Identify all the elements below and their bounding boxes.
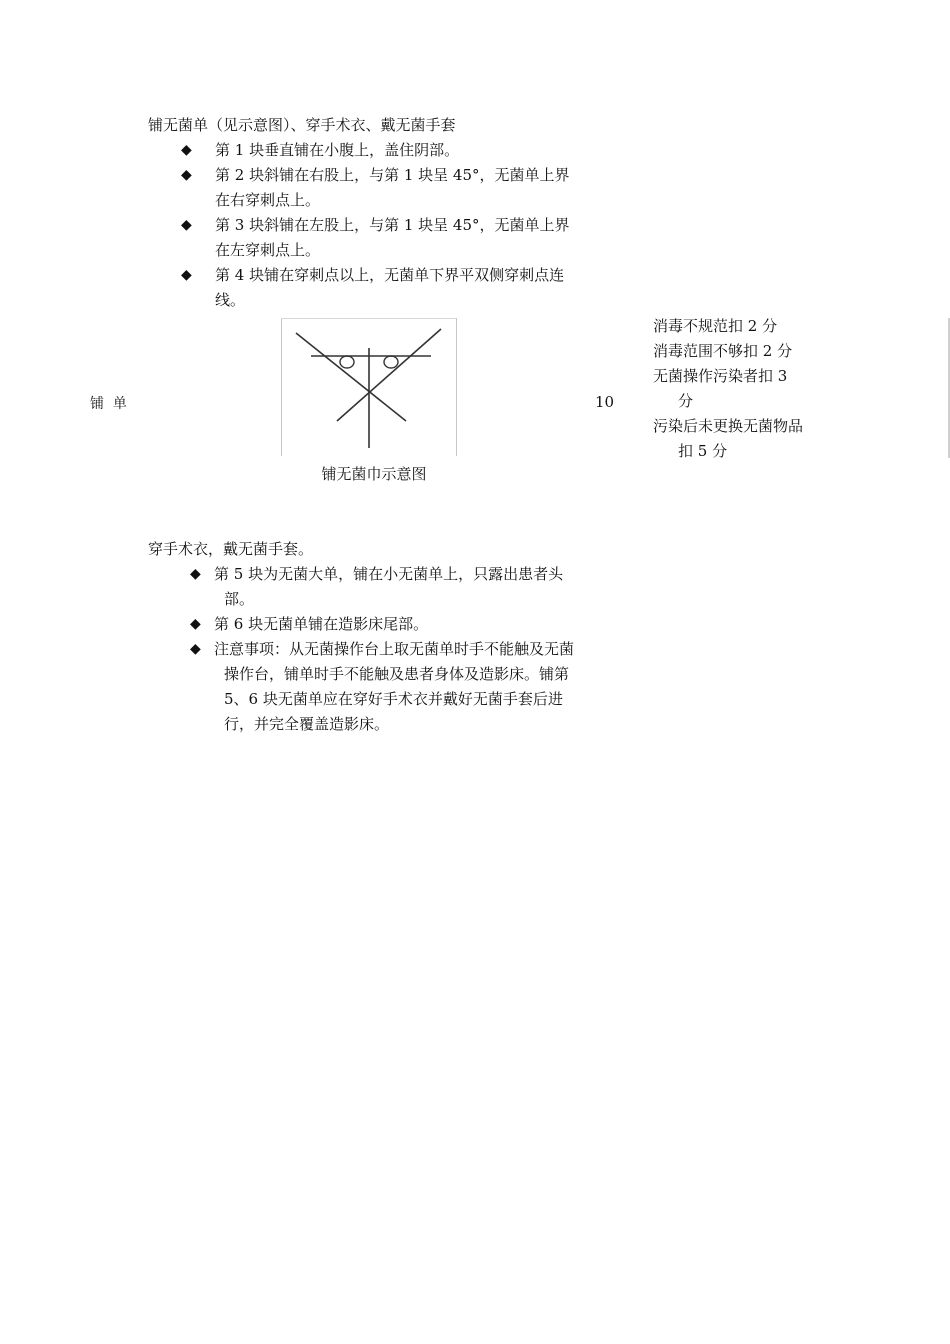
diamond-bullet-icon: ◆: [181, 267, 192, 283]
bullet-text: 第 6 块无菌单铺在造影床尾部。: [214, 615, 429, 633]
list-item: [181, 213, 581, 263]
section2-bullet-list: [190, 562, 586, 737]
section1-heading: 铺无菌单（见示意图）、穿手术衣、戴无菌手套: [148, 116, 456, 134]
list-item: [190, 612, 586, 637]
diamond-bullet-icon: ◆: [190, 641, 201, 657]
deduction-list: [653, 314, 805, 464]
deduction-item: 污染后未更换无菌物品扣 5 分: [653, 417, 804, 460]
bullet-text: 第 3 块斜铺在左股上，与第 1 块呈 45°，无菌单上界在左穿刺点上。: [215, 216, 570, 259]
diamond-bullet-icon: ◆: [190, 566, 201, 582]
sterile-drape-diagram: [281, 318, 457, 458]
list-item: [181, 138, 581, 163]
bullet-text: 第 1 块垂直铺在小腹上，盖住阴部。: [215, 141, 460, 159]
deduction-item: 消毒不规范扣 2 分: [653, 317, 778, 335]
deduction-item: 消毒范围不够扣 2 分: [653, 342, 793, 360]
diamond-bullet-icon: ◆: [181, 142, 192, 158]
diamond-bullet-icon: ◆: [190, 616, 201, 632]
list-item: [181, 163, 581, 213]
bullet-text: 第 2 块斜铺在右股上，与第 1 块呈 45°，无菌单上界在右穿刺点上。: [215, 166, 570, 209]
section1-bullet-list: [181, 138, 581, 313]
list-item: [190, 562, 586, 612]
diamond-bullet-icon: ◆: [181, 217, 192, 233]
list-item: [190, 637, 586, 737]
list-item: [181, 263, 581, 313]
deduction-item: 无菌操作污染者扣 3 分: [653, 367, 788, 410]
category-label: 铺 单: [90, 396, 127, 412]
bullet-text: 注意事项：从无菌操作台上取无菌单时手不能触及无菌操作台，铺单时手不能触及患者身体及造影床。铺第 5、6 块无菌单应在穿好手术衣并戴好无菌手套后进行，并完全覆盖造影床。: [214, 640, 575, 733]
bullet-text: 第 4 块铺在穿刺点以上，无菌单下界平双侧穿刺点连线。: [215, 266, 565, 309]
diamond-bullet-icon: ◆: [181, 167, 192, 183]
score-value: 10: [595, 393, 615, 411]
section2-heading: 穿手术衣，戴无菌手套。: [148, 540, 314, 558]
bullet-text: 第 5 块为无菌大单，铺在小无菌单上，只露出患者头部。: [214, 565, 564, 608]
figure-caption: 铺无菌巾示意图: [321, 465, 427, 483]
